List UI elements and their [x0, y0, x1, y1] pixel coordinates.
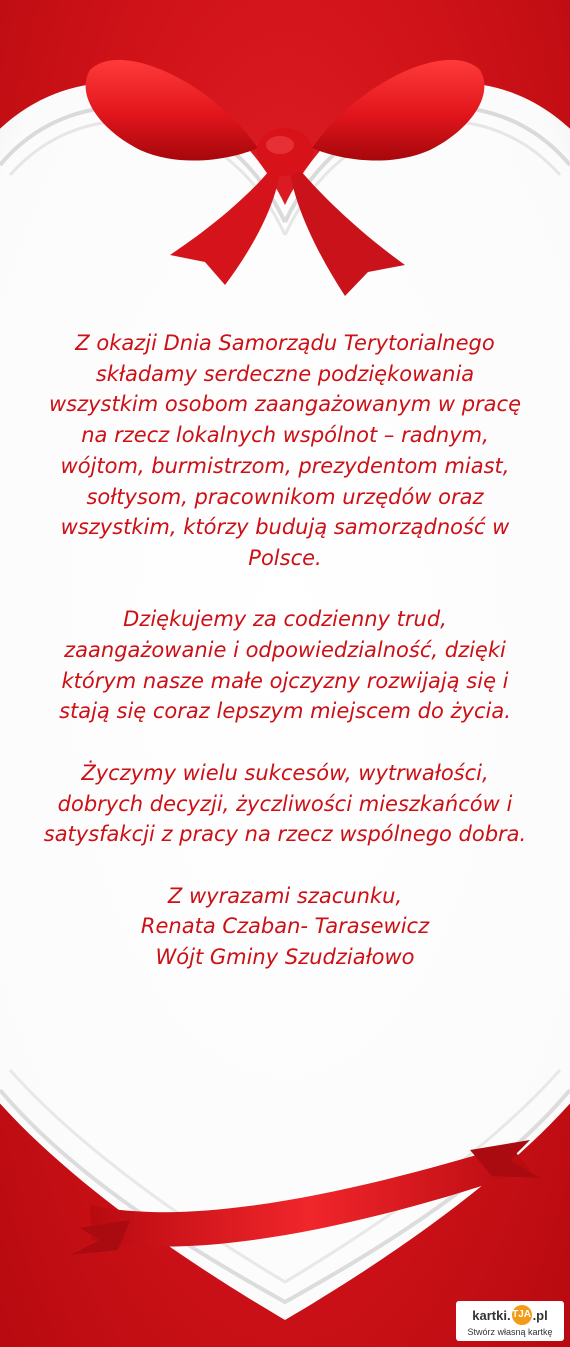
- brand-mark-icon: TJA: [512, 1305, 532, 1325]
- greeting-paragraph-3: Życzymy wielu sukcesów, wytrwałości, dobrych decyzji, życzliwości mieszkańców i satysfakcji z pracy na rzecz wspólnego dobra.: [43, 760, 527, 847]
- greeting-message: [20, 328, 550, 973]
- brand-name-right: .pl: [532, 1307, 548, 1323]
- closing-text: Z wyrazami szacunku,: [167, 883, 403, 908]
- greeting-paragraph-1: Z okazji Dnia Samorządu Terytorialnego składamy serdeczne podziękowania wszystkim osobom zaangażowanym w pracę na rzecz lokalnych wspólnot – radnym, wójtom, burmistrzom, prezydentom miast, sołtysom, pracownikom urzędów oraz wszystkim, którzy budują samorządność w Polsce.: [48, 331, 522, 570]
- brand-name-left: kartki.: [472, 1307, 511, 1323]
- kartki-logo[interactable]: [456, 1301, 564, 1341]
- signer-name: Renata Czaban- Tarasewicz: [140, 914, 430, 939]
- brand-tagline: Stwórz własną kartkę: [467, 1327, 553, 1337]
- signer-title: Wójt Gminy Szudziałowo: [155, 945, 415, 970]
- greeting-paragraph-2: Dziękujemy za codzienny trud, zaangażowanie i odpowiedzialność, dzięki którym nasze małe ojczyzny rozwijają się i stają się coraz lepszym miejscem do życia.: [59, 607, 511, 724]
- brand-name: [456, 1305, 564, 1325]
- signoff: [20, 881, 550, 973]
